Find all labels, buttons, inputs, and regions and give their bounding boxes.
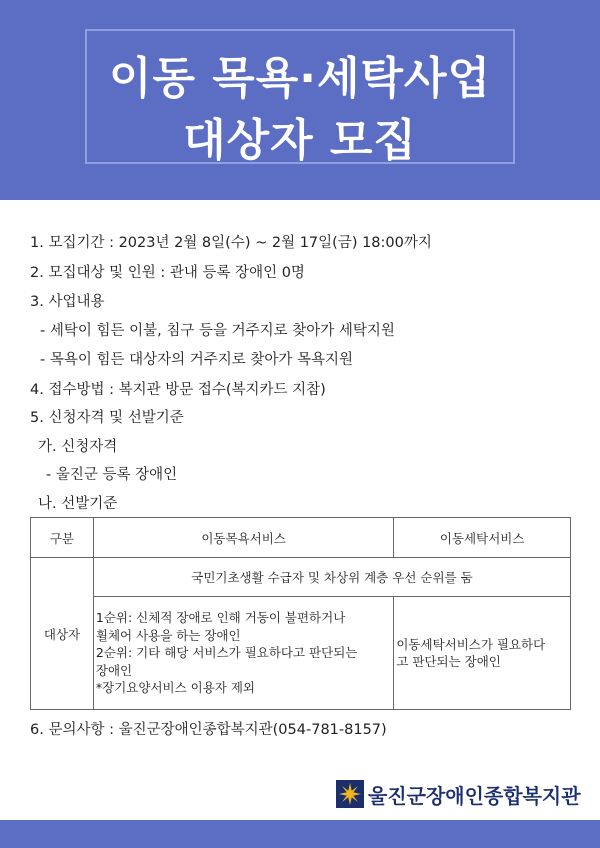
page-title-line-2: 대상자 모집 [183,115,417,166]
header-bath: 이동목욕서비스 [93,518,393,558]
table-header-row [31,518,571,558]
item-qualification-sub: 가. 신청자격 [38,439,118,455]
item-qualification-item: - 울진군 등록 장애인 [46,467,178,483]
bath-line: 1순위: 신체적 장애로 인해 거동이 불편하거나 [95,610,346,626]
item-content-2: - 목욕이 힘든 대상자의 거주지로 찾아가 목욕지원 [40,352,354,368]
bath-line: 2순위: 기타 해당 서비스가 필요하다고 판단되는 [95,645,358,661]
footer-bar [0,820,600,848]
bath-line: 휠체어 사용을 하는 장애인 [95,627,241,643]
page-title-line-1: 이동 목욕·세탁사업 [108,53,492,104]
item-period: 1. 모집기간 : 2023년 2월 8일(수) ~ 2월 17일(금) 18:00까지 [30,235,432,251]
common-criteria: 국민기초생활 수급자 및 차상위 계층 우선 순위를 둠 [93,558,570,597]
item-content-1: - 세탁이 힘든 이불, 침구 등을 거주지로 찾아가 세탁지원 [40,323,395,339]
item-content-heading: 3. 사업내용 [30,294,105,310]
bath-criteria [93,597,393,710]
item-qualification-heading: 5. 신청자격 및 선발기준 [30,410,184,426]
table-row [31,558,571,597]
criteria-table [30,517,571,710]
laundry-line: 이동세탁서비스가 필요하다 [396,636,546,652]
logo-text: 울진군장애인종합복지관 [368,783,581,808]
row-label: 대상자 [31,558,94,710]
item-target: 2. 모집대상 및 인원 : 관내 등록 장애인 0명 [30,265,305,281]
bath-line: 장애인 [95,662,133,678]
table-row [31,597,571,710]
laundry-criteria [394,597,571,710]
item-method: 4. 접수방법 : 복지관 방문 접수(복지카드 지참) [30,382,326,398]
laundry-line: 고 판단되는 장애인 [396,654,501,669]
organization-logo [336,778,581,810]
bath-line: *장기요양서비스 이용자 제외 [95,680,255,696]
item-criteria-sub: 나. 선발기준 [38,496,118,512]
header-laundry: 이동세탁서비스 [394,518,571,558]
header-category: 구분 [31,518,94,558]
item-contact: 6. 문의사항 : 울진군장애인종합복지관(054-781-8157) [30,722,387,738]
star-burst-icon [336,780,364,808]
